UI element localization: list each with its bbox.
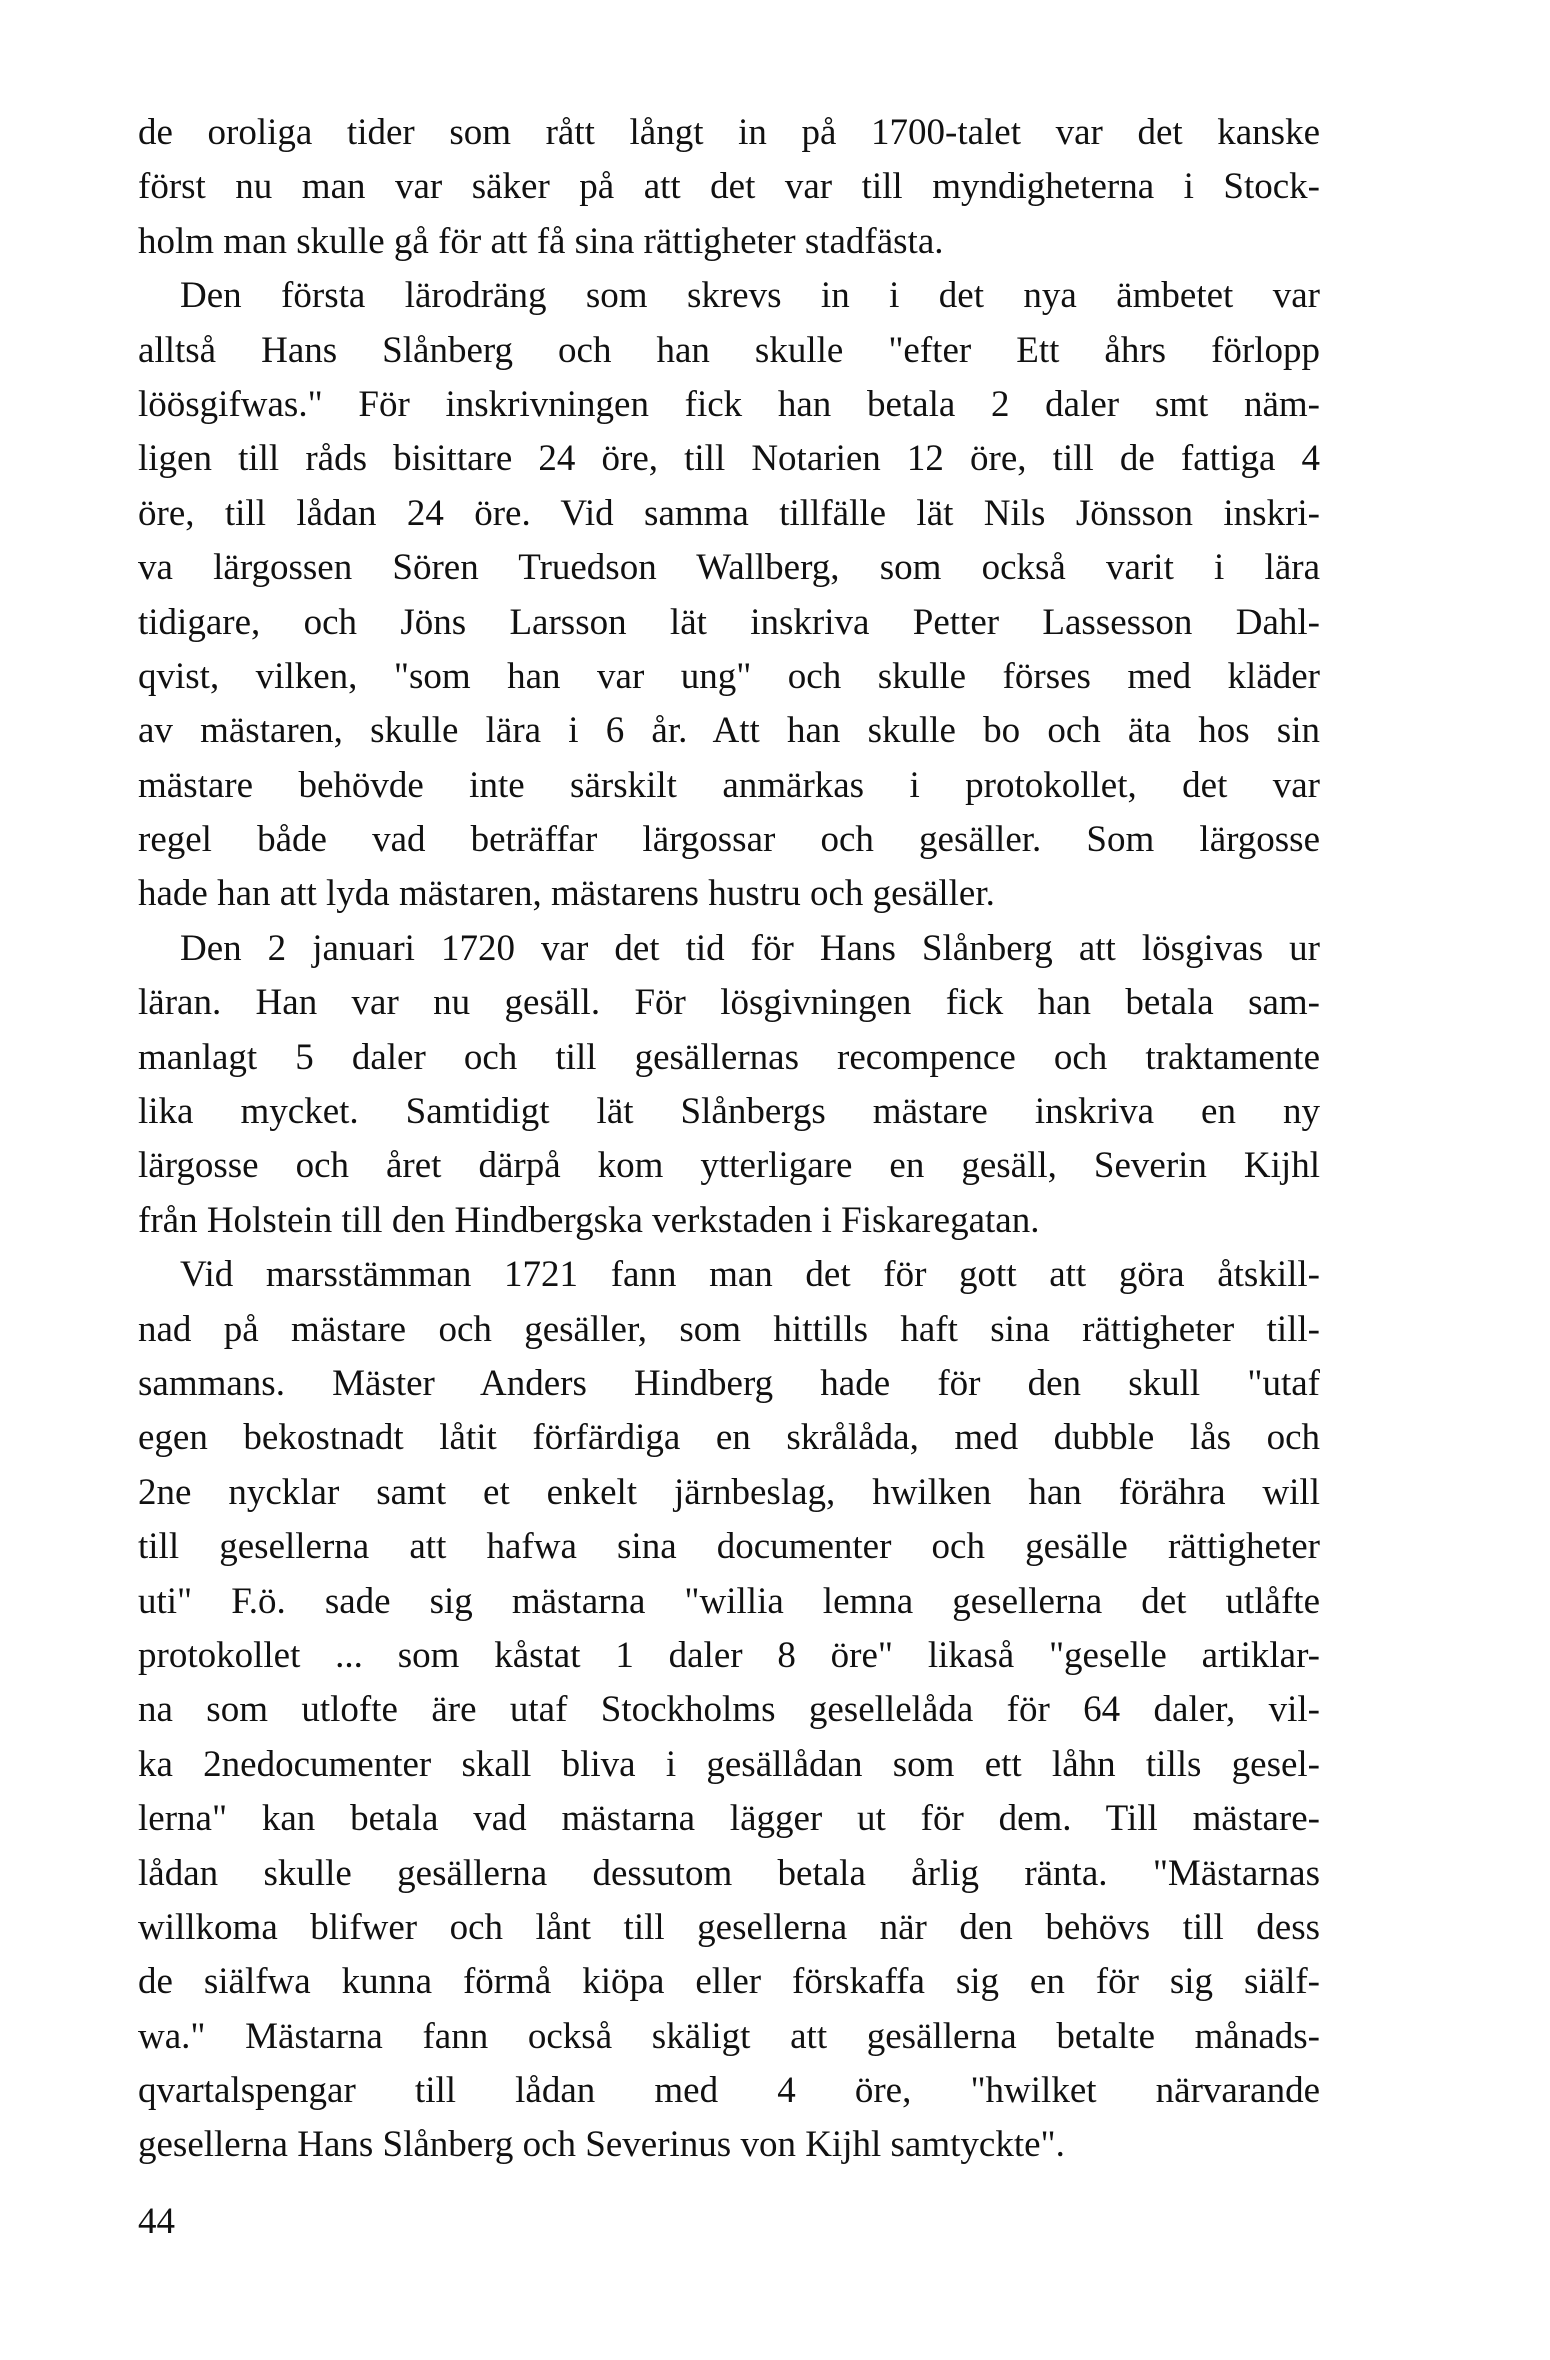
text-line: lådan skulle gesällerna dessutom betala årlig ränta. "Mästarnas — [138, 1852, 1320, 1894]
text-line: alltså Hans Slånberg och han skulle "efter Ett åhrs förlopp — [138, 329, 1320, 371]
text-line: 2ne nycklar samt et enkelt järnbeslag, hwilken han förähra will — [138, 1471, 1320, 1513]
text-line: hade han att lyda mästaren, mästarens hustru och gesäller. — [138, 873, 995, 915]
text-line: protokollet ... som kåstat 1 daler 8 öre" likaså "geselle artiklar- — [138, 1634, 1320, 1676]
text-line: nad på mästare och gesäller, som hittills haft sina rättigheter till- — [138, 1308, 1320, 1350]
text-line: regel både vad beträffar lärgossar och gesäller. Som lärgosse — [138, 819, 1320, 861]
text-line: Den första lärodräng som skrevs in i det nya ämbetet var — [180, 275, 1320, 317]
text-line: löösgifwas." För inskrivningen fick han betala 2 daler smt näm- — [138, 383, 1320, 425]
text-line: mästare behövde inte särskilt anmärkas i protokollet, det var — [138, 764, 1320, 806]
text-line: tidigare, och Jöns Larsson lät inskriva Petter Lassesson Dahl- — [138, 601, 1320, 643]
page-number: 44 — [138, 2201, 175, 2242]
text-line: lerna" kan betala vad mästarna lägger ut för dem. Till mästare- — [138, 1798, 1320, 1840]
text-line: qvist, vilken, "som han var ung" och skulle förses med kläder — [138, 655, 1320, 697]
text-line: na som utlofte äre utaf Stockholms gesellelåda för 64 daler, vil- — [138, 1689, 1320, 1731]
text-line: från Holstein till den Hindbergska verkstaden i Fiskaregatan. — [138, 1199, 1040, 1241]
text-line: Vid marsstämman 1721 fann man det för gott att göra åtskill- — [180, 1254, 1320, 1296]
text-line: ka 2nedocumenter skall bliva i gesällådan som ett låhn tills gesel- — [138, 1743, 1320, 1785]
text-line: Den 2 januari 1720 var det tid för Hans Slånberg att lösgivas ur — [180, 927, 1320, 969]
text-line: sammans. Mäster Anders Hindberg hade för den skull "utaf — [138, 1362, 1320, 1404]
text-line: egen bekostnadt låtit förfärdiga en skrålåda, med dubble lås och — [138, 1417, 1320, 1459]
text-line: ligen till råds bisittare 24 öre, till Notarien 12 öre, till de fattiga 4 — [138, 438, 1320, 480]
text-line: qvartalspengar till lådan med 4 öre, "hwilket närvarande — [138, 2070, 1320, 2112]
text-line: lika mycket. Samtidigt lät Slånbergs mästare inskriva en ny — [138, 1091, 1320, 1133]
text-line: de siälfwa kunna förmå kiöpa eller förskaffa sig en för sig siälf- — [138, 1961, 1320, 2003]
text-line: av mästaren, skulle lära i 6 år. Att han skulle bo och äta hos sin — [138, 710, 1320, 752]
text-line: lärgosse och året därpå kom ytterligare en gesäll, Severin Kijhl — [138, 1145, 1320, 1187]
text-line: willkoma blifwer och lånt till gesellerna när den behövs till dess — [138, 1906, 1320, 1948]
text-line: de oroliga tider som rått långt in på 1700-talet var det kanske — [138, 112, 1320, 153]
text-line: öre, till lådan 24 öre. Vid samma tillfälle lät Nils Jönsson inskri- — [138, 492, 1320, 534]
text-line: va lärgossen Sören Truedson Wallberg, som också varit i lära — [138, 547, 1320, 589]
text-line: gesellerna Hans Slånberg och Severinus von Kijhl samtyckte". — [138, 2124, 1065, 2166]
text-line: till gesellerna att hafwa sina documenter och gesälle rättigheter — [138, 1526, 1320, 1568]
text-line: manlagt 5 daler och till gesällernas recompence och traktamente — [138, 1036, 1320, 1078]
text-line: läran. Han var nu gesäll. För lösgivningen fick han betala sam- — [138, 982, 1320, 1024]
text-line: wa." Mästarna fann också skäligt att gesällerna betalte månads- — [138, 2015, 1320, 2057]
text-line: holm man skulle gå för att få sina rättigheter stadfästa. — [138, 220, 944, 262]
text-line: uti" F.ö. sade sig mästarna "willia lemna gesellerna det utlåfte — [138, 1580, 1320, 1622]
body-text — [138, 106, 1320, 2173]
text-line: först nu man var säker på att det var till myndigheterna i Stock- — [138, 166, 1320, 208]
